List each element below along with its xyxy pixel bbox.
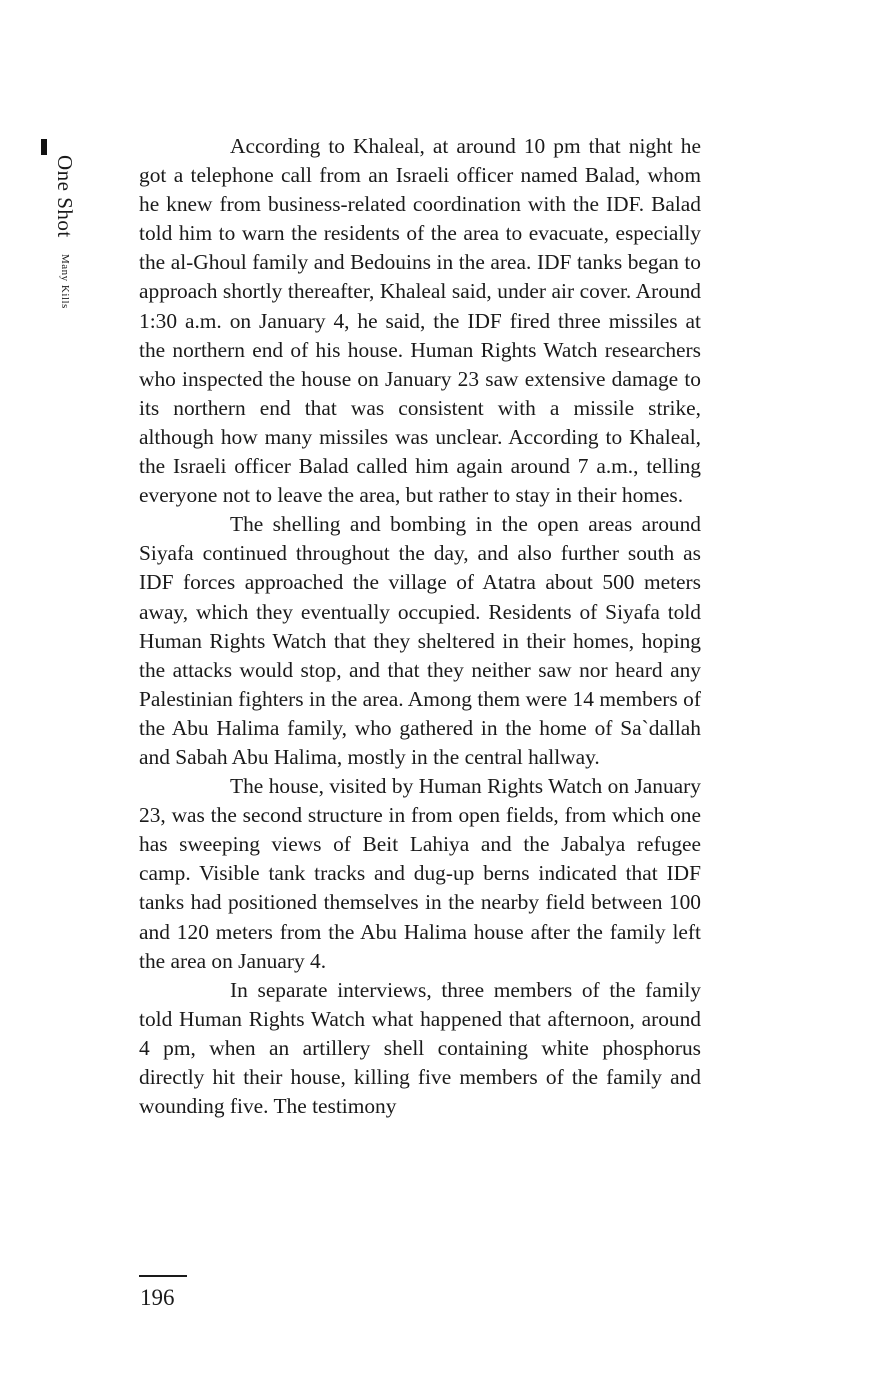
page-number-rule bbox=[139, 1275, 187, 1277]
paragraph: In separate interviews, three members of the family told Human Rights Watch what happened that afternoon, around 4 pm, when an artillery shell containing white phosphorus directly hit their house, killing five members of the family and wounding five. The testimony bbox=[139, 977, 701, 1119]
running-head-subtitle: Many Kills bbox=[59, 253, 71, 309]
paragraph: The shelling and bombing in the open areas around Siyafa continued throughout the day, and also further south as IDF forces approached the village of Atatra about 500 meters away, which they eventually occupied. Residents of Siyafa told Human Rights Watch that they sheltered in their homes, hoping the attacks would stop, and that they neither saw nor heard any Palestinian fighters in the area. Among them were 14 members of the Abu Halima family, who gathered in the home of Sa`dallah and Sabah Abu Halima, mostly in the central hallway. bbox=[139, 512, 701, 769]
body-text bbox=[139, 132, 701, 1121]
running-head bbox=[54, 155, 75, 308]
running-head-bar bbox=[41, 139, 47, 155]
page-number: 196 bbox=[140, 1285, 175, 1310]
running-head-title: One Shot bbox=[53, 155, 77, 238]
paragraph: According to Khaleal, at around 10 pm that night he got a telephone call from an Israeli officer named Balad, whom he knew from business-related coordination with the IDF. Balad told him to warn the residents of the area to evacuate, especially the al-Ghoul family and Bedouins in the area. IDF tanks began to approach shortly thereafter, Khaleal said, under air cover. Around 1:30 a.m. on January 4, he said, the IDF fired three missiles at the northern end of his house. Human Rights Watch researchers who inspected the house on January 23 saw extensive damage to its northern end that was consistent with a missile strike, although how many missiles was unclear. According to Khaleal, the Israeli officer Balad called him again around 7 a.m., telling everyone not to leave the area, but rather to stay in their homes. bbox=[139, 134, 701, 508]
paragraph: The house, visited by Human Rights Watch on January 23, was the second structure in from open fields, from which one has sweeping views of Beit Lahiya and the Jabalya refugee camp. Visible tank tracks and dug-up berns indicated that IDF tanks had positioned themselves in the nearby field between 100 and 120 meters from the Abu Halima house after the family left the area on January 4. bbox=[139, 774, 701, 973]
